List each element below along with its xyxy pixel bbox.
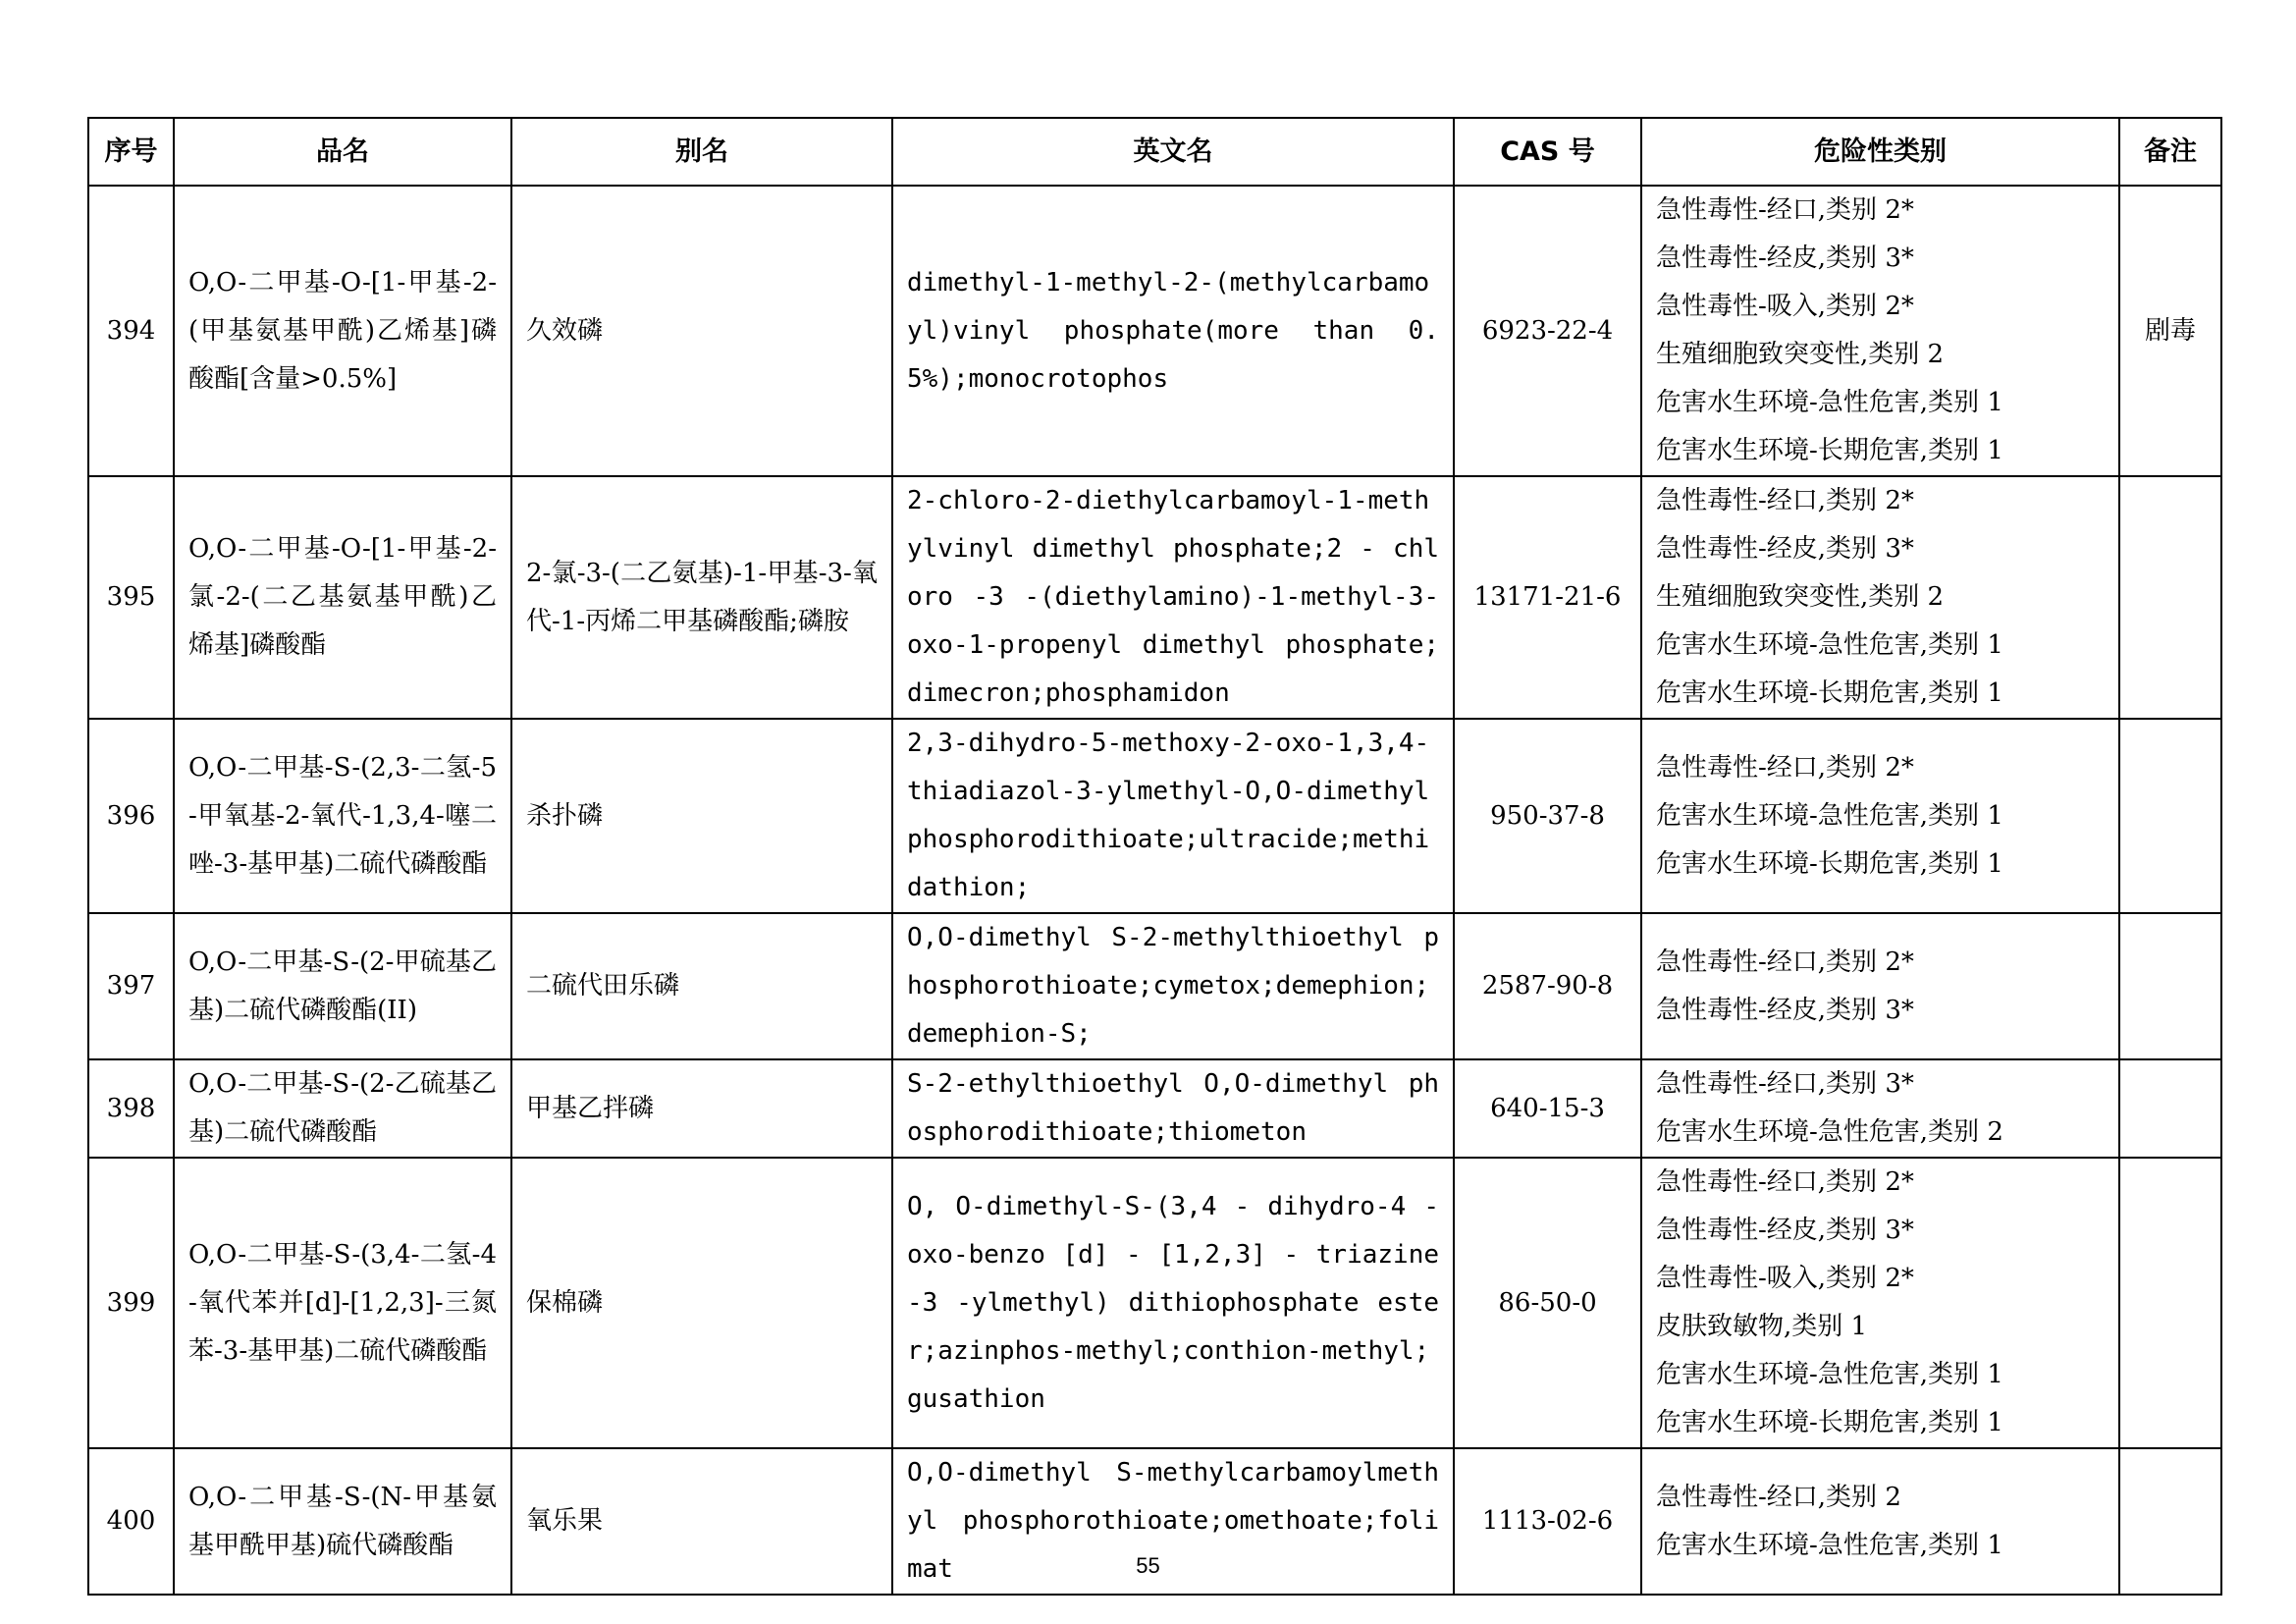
cell-name: O,O-二甲基-O-[1-甲基-2-(甲基氨基甲酰)乙烯基]磷酸酯[含量>0.5%] [174, 186, 511, 476]
hazard-line: 急性毒性-经皮,类别 3* [1656, 1216, 1914, 1245]
cell-remark: 剧毒 [2119, 186, 2221, 476]
hazard-line: 急性毒性-经皮,类别 3* [1656, 534, 1914, 564]
cell-seq: 398 [88, 1059, 174, 1158]
table-row [88, 186, 2221, 476]
header-alias: 别名 [511, 118, 892, 186]
header-cas: CAS 号 [1454, 118, 1641, 186]
cell-cas: 640-15-3 [1454, 1059, 1641, 1158]
table-row [88, 1059, 2221, 1158]
cell-english-name: 2,3-dihydro-5-methoxy-2-oxo-1,3,4-thiadiazol-3-ylmethyl-O,O-dimethylphosphorodithioate;ultracide;methidathion; [892, 719, 1454, 913]
cell-remark [2119, 1059, 2221, 1158]
hazard-line: 急性毒性-经口,类别 2* [1656, 195, 1914, 225]
hazard-line: 危害水生环境-急性危害,类别 1 [1656, 630, 2003, 660]
header-remark: 备注 [2119, 118, 2221, 186]
hazard-line: 急性毒性-吸入,类别 2* [1656, 292, 1914, 321]
header-row [88, 118, 2221, 186]
cell-remark [2119, 719, 2221, 913]
cell-english-name: O,O-dimethyl S-methylcarbamoylmethyl phosphorothioate;omethoate;folimat [892, 1448, 1454, 1595]
page-number: 55 [1136, 1553, 1160, 1578]
cell-english-name: O, O-dimethyl-S-(3,4 - dihydro-4 -oxo-benzo [d] - [1,2,3] - triazine -3 -ylmethyl) dithiophosphate ester;azinphos-methyl;conthion-methyl;gusathion [892, 1158, 1454, 1448]
cell-hazard-class [1641, 1059, 2119, 1158]
hazard-line: 急性毒性-经口,类别 2* [1656, 486, 1914, 515]
cell-alias: 甲基乙拌磷 [511, 1059, 892, 1158]
cell-english-name: dimethyl-1-methyl-2-(methylcarbamoyl)vinyl phosphate(more than 0.5%);monocrotophos [892, 186, 1454, 476]
cell-name: O,O-二甲基-S-(N-甲基氨基甲酰甲基)硫代磷酸酯 [174, 1448, 511, 1595]
cell-cas: 2587-90-8 [1454, 913, 1641, 1059]
cell-cas: 6923-22-4 [1454, 186, 1641, 476]
header-english-name: 英文名 [892, 118, 1454, 186]
cell-seq: 394 [88, 186, 174, 476]
table-row [88, 1158, 2221, 1448]
cell-seq: 395 [88, 476, 174, 719]
cell-hazard-class [1641, 1158, 2119, 1448]
hazard-line: 急性毒性-经皮,类别 3* [1656, 244, 1914, 273]
cell-name: O,O-二甲基-S-(2-甲硫基乙基)二硫代磷酸酯(II) [174, 913, 511, 1059]
hazard-line: 急性毒性-经口,类别 3* [1656, 1069, 1914, 1099]
cell-seq: 399 [88, 1158, 174, 1448]
hazard-line: 危害水生环境-长期危害,类别 1 [1656, 1408, 2003, 1437]
header-hazard-class: 危险性类别 [1641, 118, 2119, 186]
cell-english-name: 2-chloro-2-diethylcarbamoyl-1-methylvinyl dimethyl phosphate;2 - chloro -3 -(diethylamino)-1-methyl-3-oxo-1-propenyl dimethyl phosphate;dimecron;phosphamidon [892, 476, 1454, 719]
hazard-line: 皮肤致敏物,类别 1 [1656, 1312, 1868, 1341]
cell-alias: 二硫代田乐磷 [511, 913, 892, 1059]
hazard-line: 危害水生环境-急性危害,类别 1 [1656, 1360, 2003, 1389]
hazard-line: 危害水生环境-急性危害,类别 1 [1656, 800, 2003, 831]
cell-remark [2119, 476, 2221, 719]
cell-cas: 1113-02-6 [1454, 1448, 1641, 1595]
cell-remark [2119, 913, 2221, 1059]
hazard-line: 危害水生环境-急性危害,类别 2 [1656, 1117, 2003, 1147]
hazard-line: 危害水生环境-长期危害,类别 1 [1656, 678, 2003, 708]
cell-cas: 950-37-8 [1454, 719, 1641, 913]
header-name: 品名 [174, 118, 511, 186]
cell-seq: 396 [88, 719, 174, 913]
cell-alias: 保棉磷 [511, 1158, 892, 1448]
hazard-line: 急性毒性-经口,类别 2* [1656, 752, 1914, 783]
hazard-line: 急性毒性-吸入,类别 2* [1656, 1264, 1914, 1293]
cell-alias: 杀扑磷 [511, 719, 892, 913]
header-seq: 序号 [88, 118, 174, 186]
cell-name: O,O-二甲基-S-(3,4-二氢-4-氧代苯并[d]-[1,2,3]-三氮苯-3-基甲基)二硫代磷酸酯 [174, 1158, 511, 1448]
hazard-line: 生殖细胞致突变性,类别 2 [1656, 582, 1945, 612]
cell-cas: 86-50-0 [1454, 1158, 1641, 1448]
hazard-line: 急性毒性-经皮,类别 3* [1656, 995, 1914, 1025]
cell-alias: 2-氯-3-(二乙氨基)-1-甲基-3-氧代-1-丙烯二甲基磷酸酯;磷胺 [511, 476, 892, 719]
hazard-line: 危害水生环境-长期危害,类别 1 [1656, 436, 2003, 465]
cell-hazard-class [1641, 719, 2119, 913]
cell-hazard-class [1641, 913, 2119, 1059]
cell-name: O,O-二甲基-O-[1-甲基-2-氯-2-(二乙基氨基甲酰)乙烯基]磷酸酯 [174, 476, 511, 719]
hazard-line: 危害水生环境-急性危害,类别 1 [1656, 388, 2003, 417]
table-row [88, 719, 2221, 913]
hazard-line: 生殖细胞致突变性,类别 2 [1656, 340, 1945, 369]
hazard-line: 急性毒性-经口,类别 2* [1656, 947, 1914, 977]
cell-hazard-class [1641, 476, 2119, 719]
cell-name: O,O-二甲基-S-(2,3-二氢-5-甲氧基-2-氧代-1,3,4-噻二唑-3-基甲基)二硫代磷酸酯 [174, 719, 511, 913]
hazard-line: 危害水生环境-急性危害,类别 1 [1656, 1530, 2003, 1560]
cell-english-name: O,O-dimethyl S-2-methylthioethyl phosphorothioate;cymetox;demephion;demephion-S; [892, 913, 1454, 1059]
hazard-line: 急性毒性-经口,类别 2* [1656, 1167, 1914, 1197]
cell-alias: 氧乐果 [511, 1448, 892, 1595]
cell-alias: 久效磷 [511, 186, 892, 476]
table-row [88, 913, 2221, 1059]
hazard-line: 危害水生环境-长期危害,类别 1 [1656, 848, 2003, 879]
hazardous-chemicals-table [87, 117, 2222, 1596]
cell-name: O,O-二甲基-S-(2-乙硫基乙基)二硫代磷酸酯 [174, 1059, 511, 1158]
cell-english-name: S-2-ethylthioethyl O,O-dimethyl phosphorodithioate;thiometon [892, 1059, 1454, 1158]
cell-hazard-class [1641, 186, 2119, 476]
cell-seq: 400 [88, 1448, 174, 1595]
hazard-line: 急性毒性-经口,类别 2 [1656, 1482, 1901, 1512]
cell-remark [2119, 1158, 2221, 1448]
cell-cas: 13171-21-6 [1454, 476, 1641, 719]
table-row [88, 476, 2221, 719]
cell-seq: 397 [88, 913, 174, 1059]
